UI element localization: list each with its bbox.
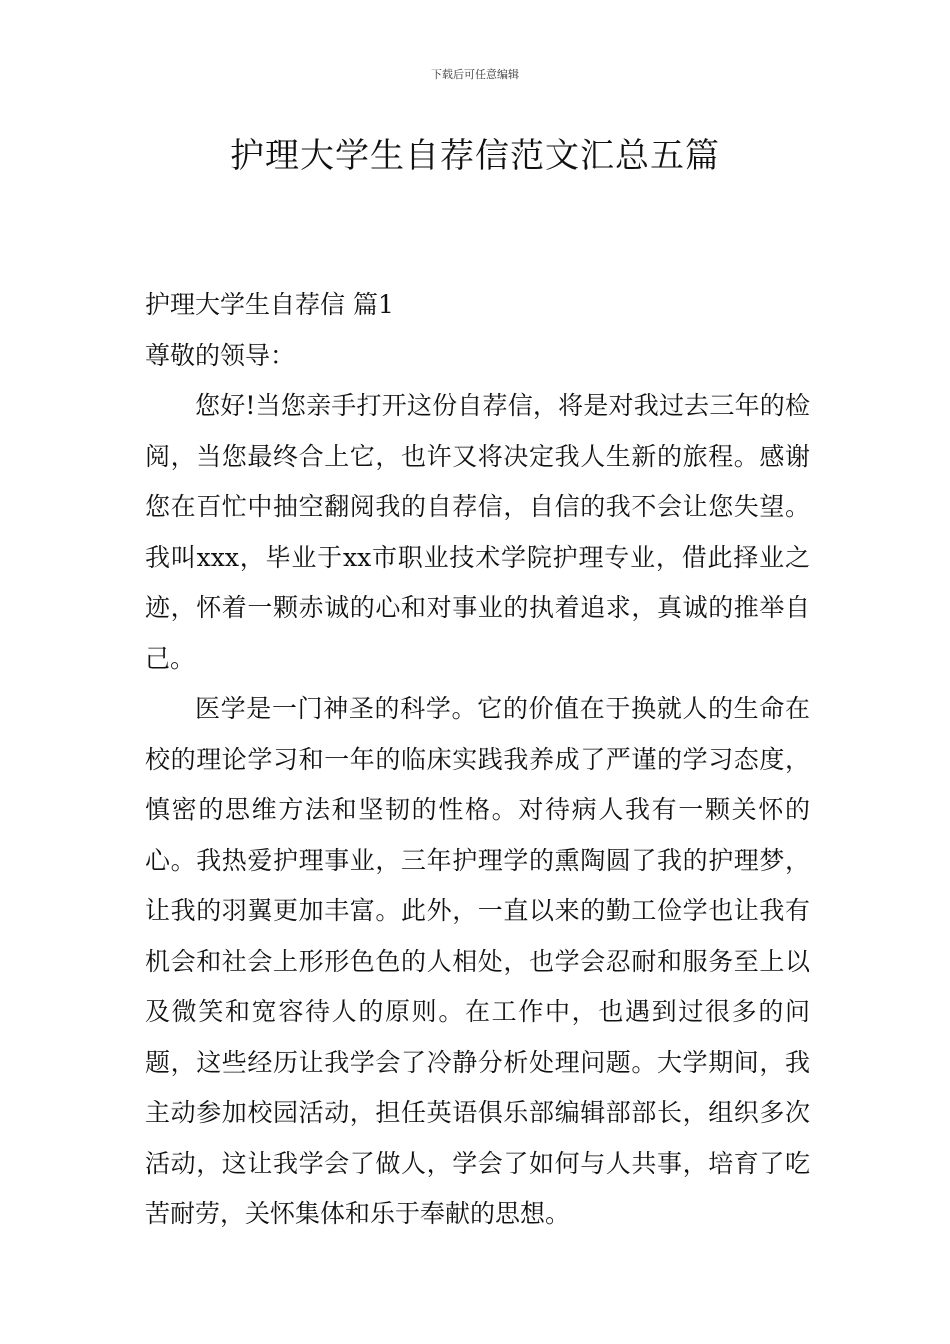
header-note: 下载后可任意编辑 — [431, 68, 519, 81]
section-heading: 护理大学生自荐信 篇1 — [145, 290, 394, 319]
salutation: 尊敬的领导： — [145, 340, 296, 370]
document-title: 护理大学生自荐信范文汇总五篇 — [230, 136, 720, 176]
paragraph-2: 医学是一门神圣的科学。它的价值在于换就人的生命在校的理论学习和一年的临床实践我养成了严谨的学习态度，慎密的思维方法和坚韧的性格。对待病人我有一颗关怀的心。我热爱护理事业，三年护理学的熏陶圆了我的护理梦，让我的羽翼更加丰富。此外，一直以来的勤工俭学也让我有机会和社会上形形色色的人相处，也学会忍耐和服务至上以及微笑和宽容待人的原则。在工作中，也遇到过很多的问题，这些经历让我学会了冷静分析处理问题。大学期间，我主动参加校园活动，担任英语俱乐部编辑部部长，组织多次活动，这让我学会了做人，学会了如何与人共事，培育了吃苦耐劳，关怀集体和乐于奉献的思想。 — [145, 694, 810, 1228]
letter-body — [145, 280, 810, 1240]
paragraph-1: 您好!当您亲手打开这份自荐信，将是对我过去三年的检阅，当您最终合上它，也许又将决定我人生新的旅程。感谢您在百忙中抽空翻阅我的自荐信，自信的我不会让您失望。我叫xxx，毕业于xx市职业技术学院护理专业，借此择业之迹，怀着一颗赤诚的心和对事业的执着追求，真诚的推举自己。 — [145, 391, 810, 673]
